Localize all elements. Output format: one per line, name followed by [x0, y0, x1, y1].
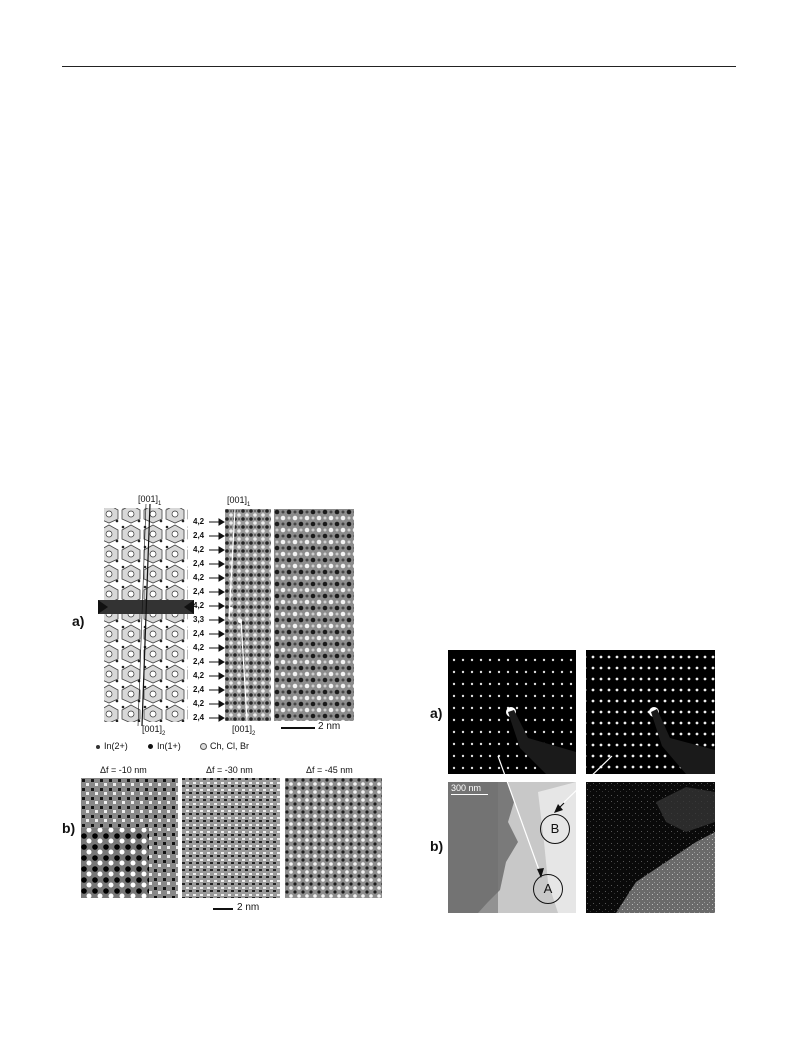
anion-marker-icon: [200, 743, 207, 750]
stacking-label: 2,4: [193, 559, 205, 568]
stacking-label: 2,4: [193, 629, 205, 638]
stacking-label: 4,2: [193, 545, 205, 554]
defocus-label-2: Δf = -30 nm: [206, 765, 253, 775]
stacking-label: 2,4: [193, 657, 205, 666]
right-panel-a-label: a): [430, 705, 443, 721]
in1-marker-icon: [148, 744, 153, 749]
defocus-label-1: Δf = -10 nm: [100, 765, 147, 775]
stacking-label: 4,2: [193, 601, 205, 610]
header-rule: [62, 66, 736, 67]
left-panel-a-label: a): [72, 613, 85, 629]
hrtem-label-top: $[001]_1$: [227, 495, 251, 508]
legend-in2: In(2+): [104, 741, 128, 751]
stacking-label: 2,4: [193, 531, 205, 540]
scale-bar-b-label: 2 nm: [237, 902, 260, 913]
stacking-label: 3,3: [193, 615, 205, 624]
crystal-structure-model: [98, 504, 194, 726]
hrtem-image-simulated: [274, 509, 354, 721]
left-panel-b-label: b): [62, 820, 76, 836]
stacking-label: 4,2: [193, 643, 205, 652]
stacking-label: 4,2: [193, 517, 205, 526]
stacking-label: 4,2: [193, 671, 205, 680]
stacking-label: 2,4: [193, 685, 205, 694]
marker-b: B: [540, 814, 570, 844]
legend-in1: In(1+): [157, 741, 181, 751]
stacking-label: 4,2: [193, 699, 205, 708]
hrtem-label-bottom: $[001]_2$: [232, 724, 256, 737]
defocus-label-3: Δf = -45 nm: [306, 765, 353, 775]
scale-bar-right-label: 300 nm: [451, 783, 482, 793]
stacking-label: 4,2: [193, 573, 205, 582]
defocus-image-2: [182, 778, 280, 898]
scale-bar-b: [213, 908, 233, 910]
right-panel-b-label: b): [430, 838, 444, 854]
marker-a: A: [533, 874, 563, 904]
defocus-image-1: [81, 778, 178, 898]
stacking-label: 2,4: [193, 587, 205, 596]
legend-ch: Ch, Cl, Br: [210, 741, 250, 751]
annotation-arrows: [448, 650, 715, 913]
axis-label-top: $[001]_1$: [138, 494, 162, 507]
hrtem-image-experimental: [225, 509, 271, 721]
stacking-arrows: [209, 516, 225, 726]
stacking-label: 2,4: [193, 713, 205, 722]
in2-marker-icon: [96, 745, 100, 749]
scale-bar-a-label: 2 nm: [318, 721, 341, 732]
defocus-image-3: [285, 778, 382, 898]
axis-label-bottom: $[001]_2$: [142, 724, 166, 737]
scale-bar-a: [281, 727, 315, 729]
